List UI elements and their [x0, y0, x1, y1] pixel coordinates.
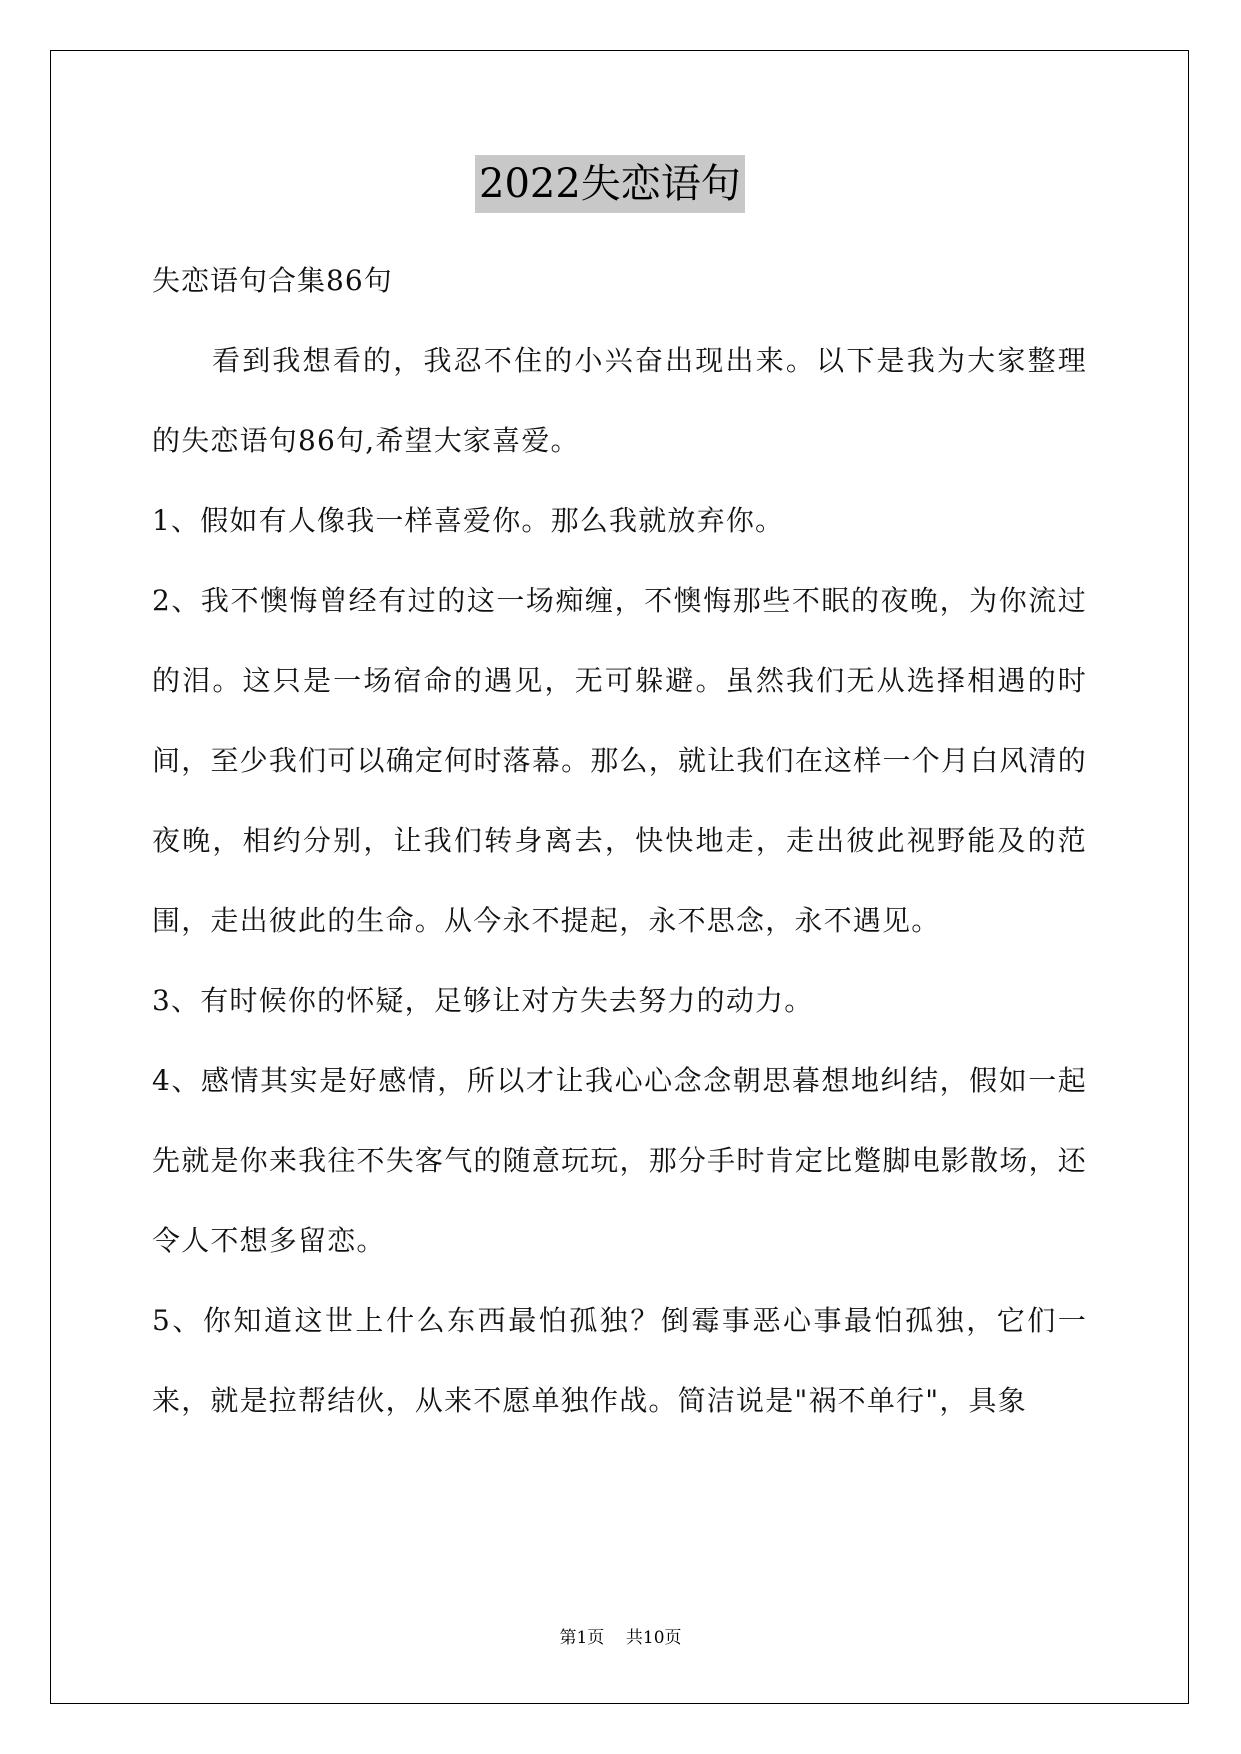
intro-paragraph: 看到我想看的，我忍不住的小兴奋出现出来。以下是我为大家整理的失恋语句86句,希望大家喜爱。 [152, 344, 1087, 457]
paragraph-item-2: 2、我不懊悔曾经有过的这一场痴缠，不懊悔那些不眠的夜晚，为你流过的泪。这只是一场宿命的遇见，无可躲避。虽然我们无从选择相遇的时间，至少我们可以确定何时落幕。那么，就让我们在这样一个月白风清的夜晚，相约分别，让我们转身离去，快快地走，走出彼此视野能及的范围，走出彼此的生命。从今永不提起，永不思念，永不遇见。 [152, 584, 1087, 937]
paragraph-item-1: 1、假如有人像我一样喜爱你。那么我就放弃你。 [152, 504, 785, 537]
paragraph-item-5: 5、你知道这世上什么东西最怕孤独？倒霉事恶心事最怕孤独，它们一来，就是拉帮结伙，从来不愿单独作战。简洁说是"祸不单行"，具象 [152, 1304, 1087, 1417]
page-footer [0, 1623, 1241, 1648]
document-title: 2022失恋语句 [475, 155, 745, 213]
page-number: 第1页 [559, 1628, 605, 1648]
document-subtitle: 失恋语句合集86句 [152, 264, 393, 297]
page-total: 共10页 [625, 1628, 682, 1648]
paragraph-item-4: 4、感情其实是好感情，所以才让我心心念念朝思暮想地纠结，假如一起先就是你来我往不失客气的随意玩玩，那分手时肯定比蹩脚电影散场，还令人不想多留恋。 [152, 1064, 1087, 1257]
document-body [152, 241, 1087, 1441]
paragraph-item-3: 3、有时候你的怀疑，足够让对方失去努力的动力。 [152, 984, 814, 1017]
